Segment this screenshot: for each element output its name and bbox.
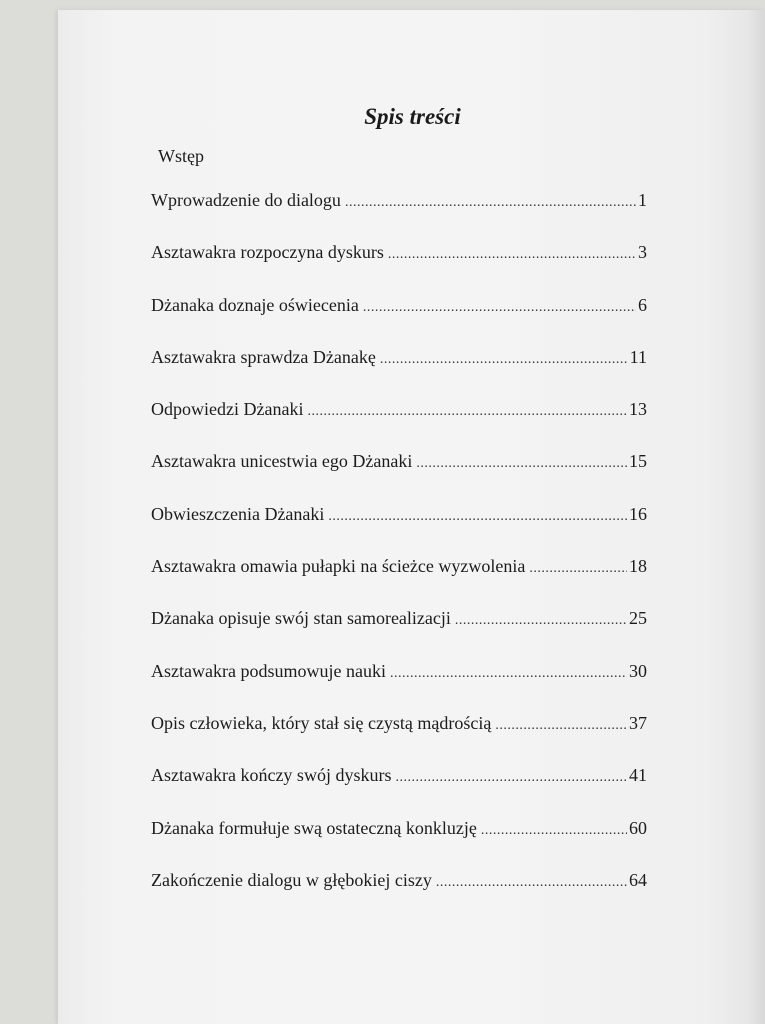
toc-entry-title: Asztawakra sprawdza Dżanakę [151,346,376,367]
toc-entry-page: 60 [629,817,647,838]
toc-leader-dots [307,404,627,420]
toc-entry [151,713,647,765]
toc-entry-title: Wprowadzenie do dialogu [151,190,341,210]
toc-entry [151,190,647,242]
toc-entry-title: Asztawakra unicestwia ego Dżanaki [151,451,413,472]
toc-entry [151,556,647,608]
toc-entry [151,451,647,503]
toc-entry-title: Asztawakra omawia pułapki na ścieżce wyzwolenia [151,556,526,577]
toc-entry-title: Dżanaka doznaje oświecenia [151,294,359,315]
toc-entry-page: 6 [638,294,647,315]
toc-entry-page: 30 [629,660,647,681]
toc-entry-title: Asztawakra podsumowuje nauki [151,660,386,681]
toc-entry-page: 64 [629,869,647,890]
toc-leader-dots [529,561,627,577]
toc-entry-page: 41 [629,765,647,786]
toc-entry-page: 13 [629,399,647,420]
toc-entry-title: Dżanaka opisuje swój stan samorealizacji [151,608,451,629]
toc-leader-dots [328,509,627,525]
toc-intro: Wstęp [158,146,204,166]
toc-leader-dots [388,247,636,263]
toc-entry [151,661,647,713]
toc-entry-page: 18 [629,556,647,577]
toc-entry [151,242,647,294]
toc-entry [151,818,647,870]
toc-entry-page: 25 [629,608,647,629]
toc-entry [151,608,647,660]
book-page [58,10,765,1024]
page-edge-shadow [747,10,765,1024]
toc-entry-title: Asztawakra rozpoczyna dyskurs [151,242,384,263]
toc-entry-title: Asztawakra kończy swój dyskurs [151,765,392,786]
toc-entry [151,347,647,399]
toc-entry-title: Opis człowieka, który stał się czystą mądrością [151,712,492,733]
toc-entry-title: Odpowiedzi Dżanaki [151,399,304,420]
toc-leader-dots [363,300,636,316]
toc-entry-title: Zakończenie dialogu w głębokiej ciszy [151,869,432,890]
toc-leader-dots [495,718,627,734]
toc-leader-dots [481,823,627,839]
toc-entry [151,399,647,451]
toc-leader-dots [390,666,627,682]
page-title: Spis treści [364,104,461,129]
toc-entry-page: 11 [629,346,647,367]
toc-entry [151,504,647,556]
toc-entry-title: Obwieszczenia Dżanaki [151,503,325,524]
toc-entry [151,765,647,817]
toc-leader-dots [395,770,627,786]
toc-entry-page: 37 [629,712,647,733]
toc-leader-dots [380,352,628,368]
toc-leader-dots [455,613,627,629]
toc-entry-page: 15 [629,451,647,472]
table-of-contents [151,190,647,922]
toc-entry-title: Dżanaka formułuje swą ostateczną konkluzję [151,817,477,838]
toc-leader-dots [436,875,627,891]
toc-entry-page: 3 [638,242,647,263]
toc-leader-dots [416,456,627,472]
toc-entry-page: 1 [638,190,647,210]
toc-entry [151,295,647,347]
toc-entry [151,870,647,922]
toc-entry-page: 16 [629,503,647,524]
toc-leader-dots [345,195,636,211]
